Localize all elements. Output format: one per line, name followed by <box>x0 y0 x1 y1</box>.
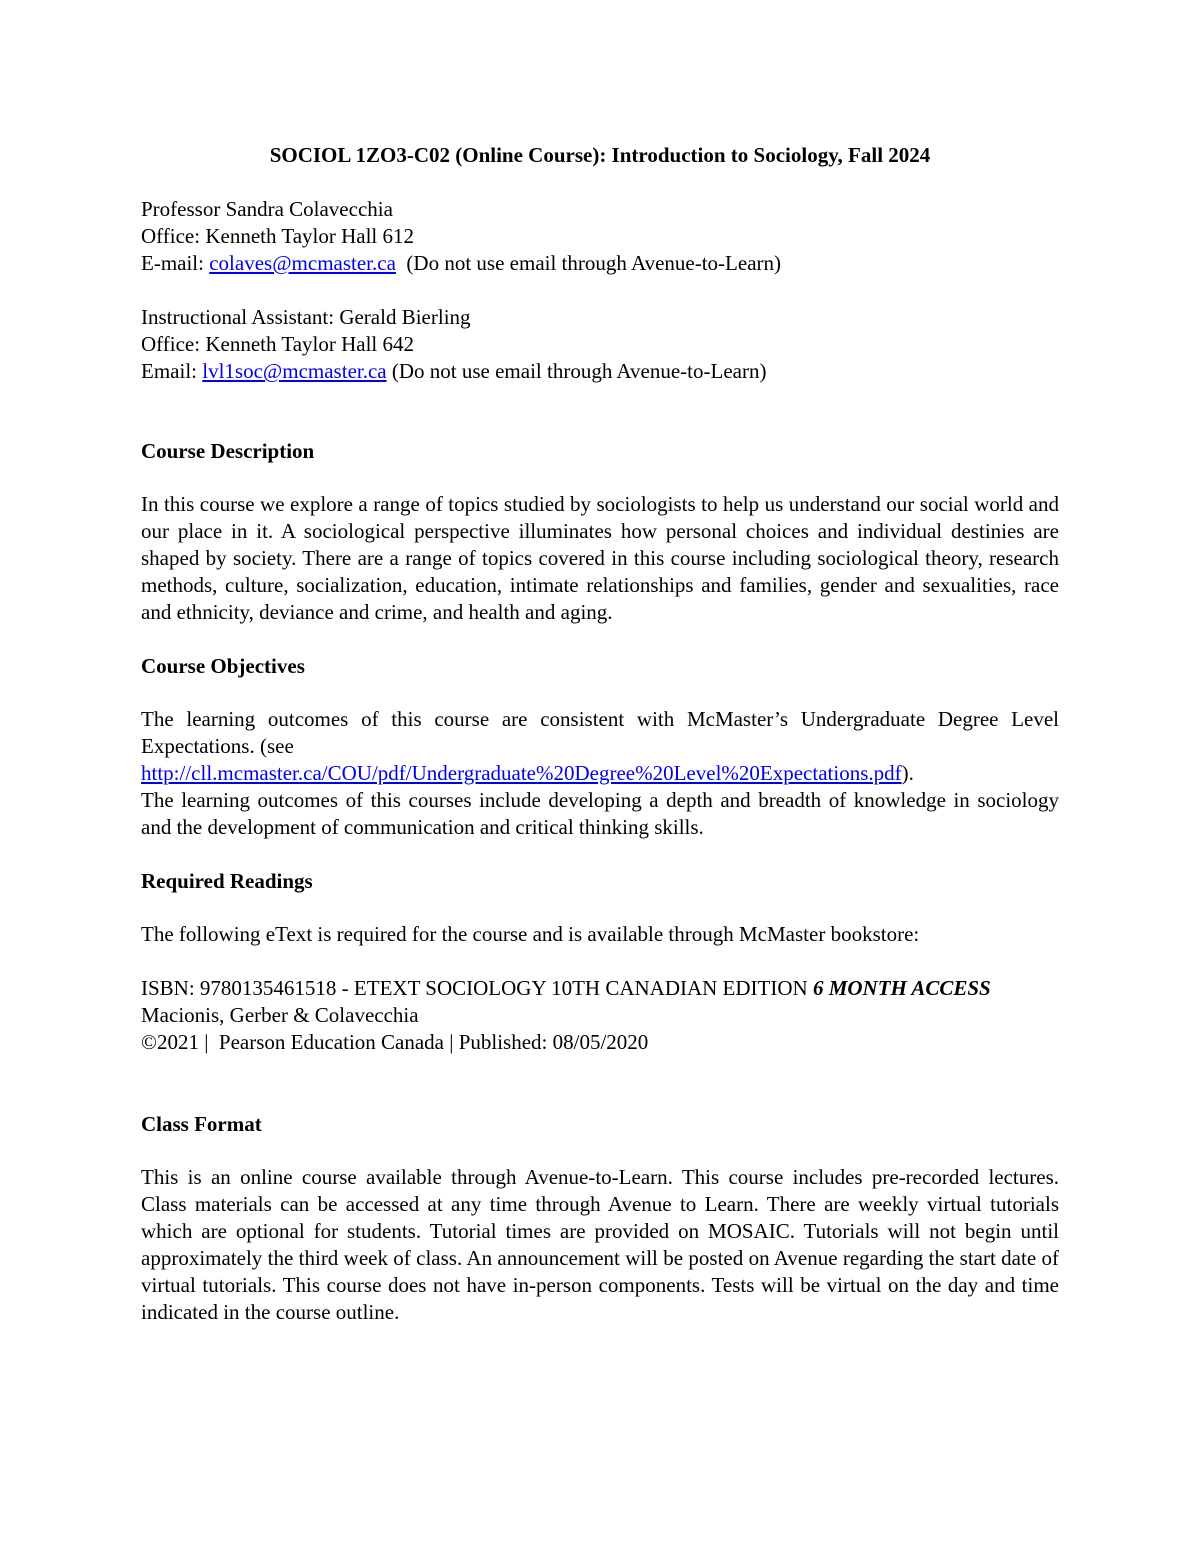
course-objectives-intro: The learning outcomes of this course are consistent with McMaster’s Undergraduate Degree Level Expectations. (see <box>141 707 1059 758</box>
assistant-office: Office: Kenneth Taylor Hall 642 <box>141 332 415 356</box>
course-objectives-heading: Course Objectives <box>141 654 305 678</box>
degree-expectations-link[interactable]: http://cll.mcmaster.ca/COU/pdf/Undergraduate%20Degree%20Level%20Expectations.pdf <box>141 761 902 785</box>
assistant-email-link[interactable]: lvl1soc@mcmaster.ca <box>202 359 387 383</box>
assistant-name: Instructional Assistant: Gerald Bierling <box>141 305 471 329</box>
assistant-email-note: (Do not use email through Avenue-to-Learn) <box>386 359 767 383</box>
professor-name: Professor Sandra Colavecchia <box>141 197 393 221</box>
professor-email-note: (Do not use email through Avenue-to-Learn) <box>395 251 781 275</box>
textbook-isbn <box>141 975 1059 1002</box>
professor-email-label: E-mail: <box>141 251 210 275</box>
assistant-contact <box>141 304 1059 385</box>
link-close: ). <box>901 761 914 785</box>
professor-email-link[interactable]: colaves@mcmaster.ca <box>209 251 396 275</box>
isbn-text: ISBN: 9780135461518 - ETEXT SOCIOLOGY 10TH CANADIAN EDITION <box>141 976 813 1000</box>
syllabus-page <box>141 142 1059 1326</box>
course-description-body: In this course we explore a range of topics studied by sociologists to help us understand our social world and our place in it. A sociological perspective illuminates how personal choices and individual destinies are shaped by society. There are a range of topics covered in this course including sociological theory, research methods, culture, socialization, education, intimate relationships and families, gender and sexualities, race and ethnicity, deviance and crime, and health and aging. <box>141 492 1059 624</box>
class-format-body: This is an online course available through Avenue-to-Learn. This course includes pre-recorded lectures. Class materials can be accessed at any time through Avenue to Learn. There are weekly virtual tutorials which are optional for students. Tutorial times are provided on MOSAIC. Tutorials will not begin until approximately the third week of class. An announcement will be posted on Avenue regarding the start date of virtual tutorials. This course does not have in-person components. Tests will be virtual on the day and time indicated in the course outline. <box>141 1165 1059 1324</box>
professor-office: Office: Kenneth Taylor Hall 612 <box>141 224 415 248</box>
assistant-email-label: Email: <box>141 359 203 383</box>
required-readings-intro: The following eText is required for the course and is available through McMaster bookstore: <box>141 922 920 946</box>
textbook-authors: Macionis, Gerber & Colavecchia <box>141 1003 419 1027</box>
textbook-publication: ©2021 | Pearson Education Canada | Published: 08/05/2020 <box>141 1030 649 1054</box>
document-title: SOCIOL 1ZO3-C02 (Online Course): Introduction to Sociology, Fall 2024 <box>269 143 931 167</box>
access-duration: 6 MONTH ACCESS <box>812 976 991 1000</box>
course-objectives-link-line <box>141 760 1059 787</box>
assistant-email-line <box>141 358 1059 385</box>
course-objectives-body: The learning outcomes of this courses include developing a depth and breadth of knowledge in sociology and the development of communication and critical thinking skills. <box>141 788 1059 839</box>
professor-email-line <box>141 250 1059 277</box>
professor-contact <box>141 196 1059 277</box>
course-description-heading: Course Description <box>141 439 315 463</box>
class-format-heading: Class Format <box>141 1112 262 1136</box>
required-readings-heading: Required Readings <box>141 869 313 893</box>
